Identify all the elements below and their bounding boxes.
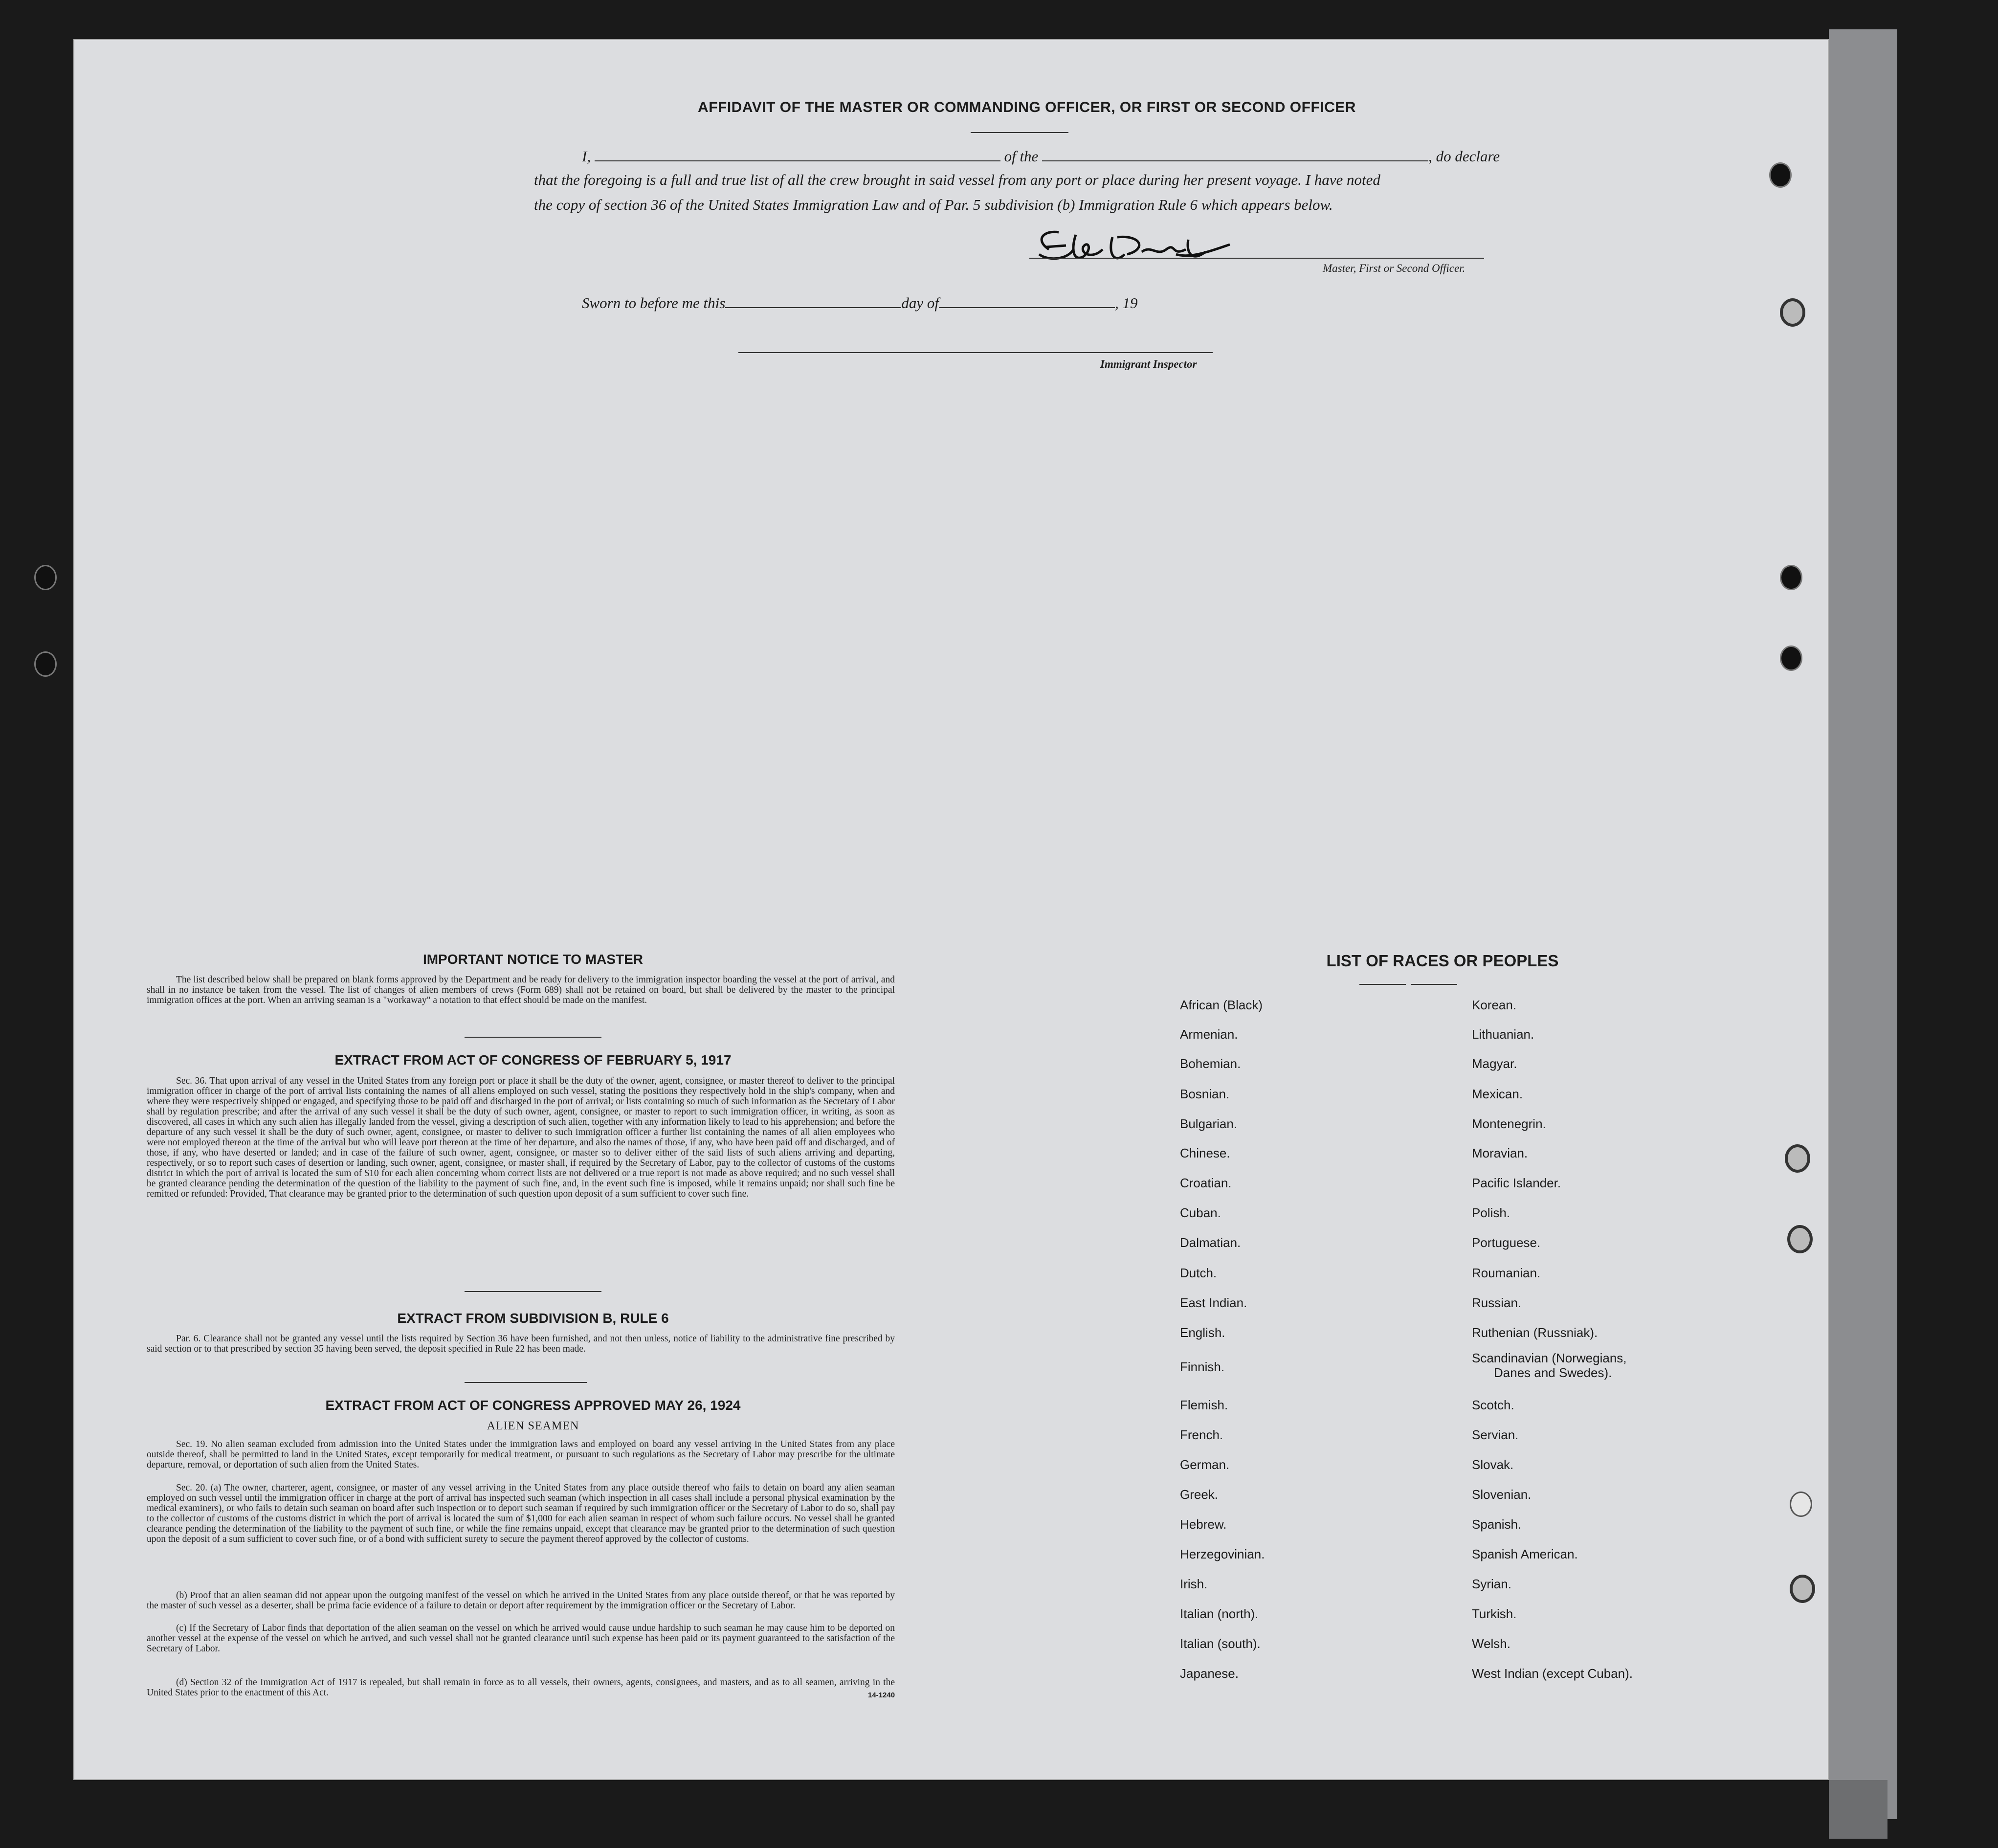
race-item: Russian. (1472, 1295, 1522, 1310)
race-item: Bulgarian. (1180, 1116, 1238, 1131)
declarant-name-blank[interactable] (595, 160, 1000, 161)
races-divider (1411, 984, 1457, 985)
race-item: English. (1180, 1325, 1225, 1340)
sworn-day-blank[interactable] (725, 307, 901, 308)
vessel-prefix: of the (1004, 148, 1039, 165)
race-item: Welsh. (1472, 1636, 1510, 1651)
race-item: African (Black) (1180, 998, 1263, 1012)
race-item: Mexican. (1472, 1087, 1523, 1101)
race-item: Armenian. (1180, 1027, 1238, 1042)
race-item: Dutch. (1180, 1266, 1217, 1280)
race-item: Slovenian. (1472, 1487, 1532, 1502)
affidavit-line-2: that the foregoing is a full and true list of all the crew brought in said vessel from any port or place during her present voyage. I have noted (534, 171, 1380, 188)
race-item: German. (1180, 1457, 1230, 1472)
sworn-prefix: Sworn to before me this (582, 294, 726, 312)
race-item: Italian (south). (1180, 1636, 1261, 1651)
race-item: Moravian. (1472, 1146, 1528, 1160)
race-item: Hebrew. (1180, 1517, 1227, 1532)
affidavit-title: AFFIDAVIT OF THE MASTER OR COMMANDING OFFICER, OR FIRST OR SECOND OFFICER (698, 99, 1356, 115)
sec19-text: Sec. 19. No alien seaman excluded from admission into the United States under the immigration laws and employed on board any vessel arriving in the United States from any place outside thereof, shall be permitted to land in the United States, except temporarily for medical treatment, or pursuant to such regulations as the Secretary of Labor may prescribe for the ultimate departure, removal, or deportation of such alien from the United States. (147, 1439, 895, 1470)
race-item: Korean. (1472, 998, 1517, 1012)
underlying-page-edge (1829, 29, 1897, 1819)
sworn-year-prefix: , 19 (1114, 294, 1138, 312)
declarant-prefix: I, (582, 148, 591, 165)
section-divider (465, 1037, 601, 1038)
race-item: Polish. (1472, 1205, 1510, 1220)
extract-1917-text: Sec. 36. That upon arrival of any vessel in the United States from any foreign port or place it shall be the duty of the owner, agent, consignee, or master thereof to deliver to the principal immigration officer in charge of the port of arrival lists containing the names of all aliens employed on such vessel, stating the positions they respectively hold in the ship's company, when and where they were respectively shipped or engaged, and specifying those to be paid off and discharged in the port of arrival; or lists containing so much of such information as the Secretary of Labor shall by regulation prescribe; and after the arrival of any such vessel it shall be the duty of such owner, agent, consignee, or master to report to such immigration officer, in writing, as soon as discovered, all cases in which any such alien has illegally landed from the vessel, giving a description of such alien, together with any information likely to lead to his apprehension; and before the departure of any such vessel it shall be the duty of such owner, agent, consignee, or master to deliver to such immigration officer a further list containing the names of all alien employees who were not employed thereon at the time of the arrival but who will leave port thereon at the time of her departure, and also the names of those, if any, who have been paid off and discharged, and of those, if any, who have deserted or landed; and in case of the failure of such owner, agent, consignee, or master so to deliver either of the said lists of such aliens arriving and departing, respectively, or so to report such cases of desertion or landing, such owner, agent, consignee, or master shall, if required by the Secretary of Labor, pay to the collector of customs of the customs district in which the port of arrival is located the sum of $10 for each alien concerning whom correct lists are not delivered or a true report is not made as above required; and no such vessel shall be granted clearance pending the determination of the question of the liability to the payment of such fine, and, in the event such fine is imposed, while it remains unpaid; nor shall such fine be remitted or refunded: Provided, That clearance may be granted prior to the determination of such question upon deposit of a sum sufficient to cover such fine. (147, 1076, 895, 1199)
form-number: 14-1240 (868, 1691, 895, 1699)
race-item: Roumanian. (1472, 1266, 1541, 1280)
alien-seamen-subtitle: ALIEN SEAMEN (487, 1420, 579, 1432)
race-item: East Indian. (1180, 1295, 1247, 1310)
race-item: Scandinavian (Norwegians, (1472, 1351, 1627, 1365)
races-divider (1359, 984, 1406, 985)
title-divider (971, 132, 1068, 133)
race-item: Flemish. (1180, 1398, 1228, 1412)
race-item: Servian. (1472, 1427, 1519, 1442)
race-item: Chinese. (1180, 1146, 1230, 1160)
rule6-title: EXTRACT FROM SUBDIVISION B, RULE 6 (397, 1311, 669, 1326)
punch-hole (34, 651, 57, 677)
punch-hole (1780, 565, 1802, 590)
punch-hole (1780, 646, 1802, 671)
race-item: Danes and Swedes). (1494, 1365, 1612, 1380)
race-item: Pacific Islander. (1472, 1176, 1561, 1190)
underlying-page-corner (1829, 1780, 1887, 1839)
punch-hole (1787, 1225, 1813, 1253)
race-item: Japanese. (1180, 1666, 1239, 1681)
race-item: Spanish. (1472, 1517, 1522, 1532)
race-item: Bohemian. (1180, 1056, 1241, 1071)
race-item: Finnish. (1180, 1359, 1225, 1374)
race-item: French. (1180, 1427, 1223, 1442)
race-item: Slovak. (1472, 1457, 1514, 1472)
races-title: LIST OF RACES OR PEOPLES (1326, 952, 1559, 970)
race-item: Bosnian. (1180, 1087, 1230, 1101)
race-item: Scotch. (1472, 1398, 1514, 1412)
affidavit-line-1: I, of the , do declare (582, 148, 1500, 165)
sworn-month-blank[interactable] (939, 307, 1115, 308)
race-item: Herzegovinian. (1180, 1547, 1265, 1561)
section-divider (465, 1291, 601, 1292)
officer-signature (1029, 220, 1235, 274)
affidavit-line-3: the copy of section 36 of the United States Immigration Law and of Par. 5 subdivision (b) Immigration Rule 6 which appears below. (534, 196, 1333, 213)
race-item: Montenegrin. (1472, 1116, 1546, 1131)
extract-1924-title: EXTRACT FROM ACT OF CONGRESS APPROVED MAY 26, 1924 (325, 1398, 741, 1413)
race-item: Croatian. (1180, 1176, 1232, 1190)
punch-hole (1780, 298, 1805, 327)
sworn-line (582, 294, 1137, 312)
race-item: Turkish. (1472, 1606, 1517, 1621)
punch-hole (1785, 1144, 1810, 1173)
race-item: Spanish American. (1472, 1547, 1578, 1561)
sworn-mid: day of (901, 294, 939, 312)
rule6-text: Par. 6. Clearance shall not be granted any vessel until the lists required by Section 36 have been furnished, and not then unless, notice of liability to the administrative fine prescribed by said section or to that prescribed by section 35 having been served, the deposit specified in Rule 22 has been made. (147, 1334, 895, 1354)
inspector-signature-line (738, 352, 1213, 353)
punch-hole (1769, 162, 1792, 188)
inspector-caption: Immigrant Inspector (1100, 358, 1197, 370)
race-item: Irish. (1180, 1577, 1208, 1591)
race-item: Syrian. (1472, 1577, 1511, 1591)
race-item: West Indian (except Cuban). (1472, 1666, 1633, 1681)
signer-caption: Master, First or Second Officer. (1323, 262, 1465, 274)
race-item: Lithuanian. (1472, 1027, 1534, 1042)
sec20d-text: (d) Section 32 of the Immigration Act of 1917 is repealed, but shall remain in force as to all vessels, their owners, agents, consignees, and masters, and as to all seamen, arriving in the United States prior to the enactment of this Act. (147, 1677, 895, 1698)
vessel-name-blank[interactable] (1042, 160, 1428, 161)
sec20c-text: (c) If the Secretary of Labor finds that deportation of the alien seaman on the vessel on which he arrived would cause undue hardship to such seaman he may cause him to be deported on another vessel at the expense of the vessel on which he arrived, and such vessel shall not be granted clearance until such expense has been paid or its payment guaranteed to the satisfaction of the Secretary of Labor. (147, 1623, 895, 1654)
signature-line (1029, 258, 1484, 259)
sec20b-text: (b) Proof that an alien seaman did not appear upon the outgoing manifest of the vessel on which he arrived in the United States from any place outside thereof, or that he was reported by the master of such vessel as a deserter, shall be prima facie evidence of a failure to detain or deport after requirement by the immigration officer or the Secretary of Labor. (147, 1590, 895, 1611)
race-item: Italian (north). (1180, 1606, 1259, 1621)
punch-hole (34, 565, 57, 590)
race-item: Dalmatian. (1180, 1235, 1241, 1250)
notice-text: The list described below shall be prepared on blank forms approved by the Department and be ready for delivery to the immigration inspector boarding the vessel at the port of arrival, and shall in no instance be taken from the vessel. The list of changes of alien members of crews (Form 689) shall not be retained on board, but shall be delivered by the master to the principal immigration offices at the port. When an arriving seaman is a "workaway" a notation to that effect should be made on the manifest. (147, 975, 895, 1005)
notice-title: IMPORTANT NOTICE TO MASTER (422, 952, 644, 967)
section-divider (465, 1382, 587, 1383)
extract-1917-title: EXTRACT FROM ACT OF CONGRESS OF FEBRUARY 5, 1917 (334, 1052, 732, 1068)
race-item: Greek. (1180, 1487, 1219, 1502)
punch-hole (1790, 1492, 1812, 1517)
race-item: Portuguese. (1472, 1235, 1541, 1250)
declare-text: do declare (1436, 148, 1500, 165)
punch-hole (1790, 1575, 1815, 1603)
race-item: Cuban. (1180, 1205, 1221, 1220)
race-item: Ruthenian (Russniak). (1472, 1325, 1598, 1340)
race-item: Magyar. (1472, 1056, 1517, 1071)
sec20a-text: Sec. 20. (a) The owner, charterer, agent, consignee, or master of any vessel arriving in the United States from any place outside thereof who fails to detain on board any alien seaman employed on such vessel until the immigration officer in charge at the port of arrival has inspected such seaman (which inspection in all cases shall include a personal physical examination by the medical examiners), or who fails to detain such seaman on board after such inspection or to deport such seaman if required by such immigration officer or the Secretary of Labor to do so, shall pay to the collector of customs of the customs district in which the port of arrival is located the sum of $1,000 for each alien seaman in respect of whom such failure occurs. No vessel shall be granted clearance pending the determination of the liability to the payment of such fine, or while the fine remains unpaid, except that clearance may be granted prior to the determination of such question upon the deposit of a sum sufficient to cover such fine, or of a bond with sufficient surety to secure the payment thereof approved by the collector of customs. (147, 1483, 895, 1544)
